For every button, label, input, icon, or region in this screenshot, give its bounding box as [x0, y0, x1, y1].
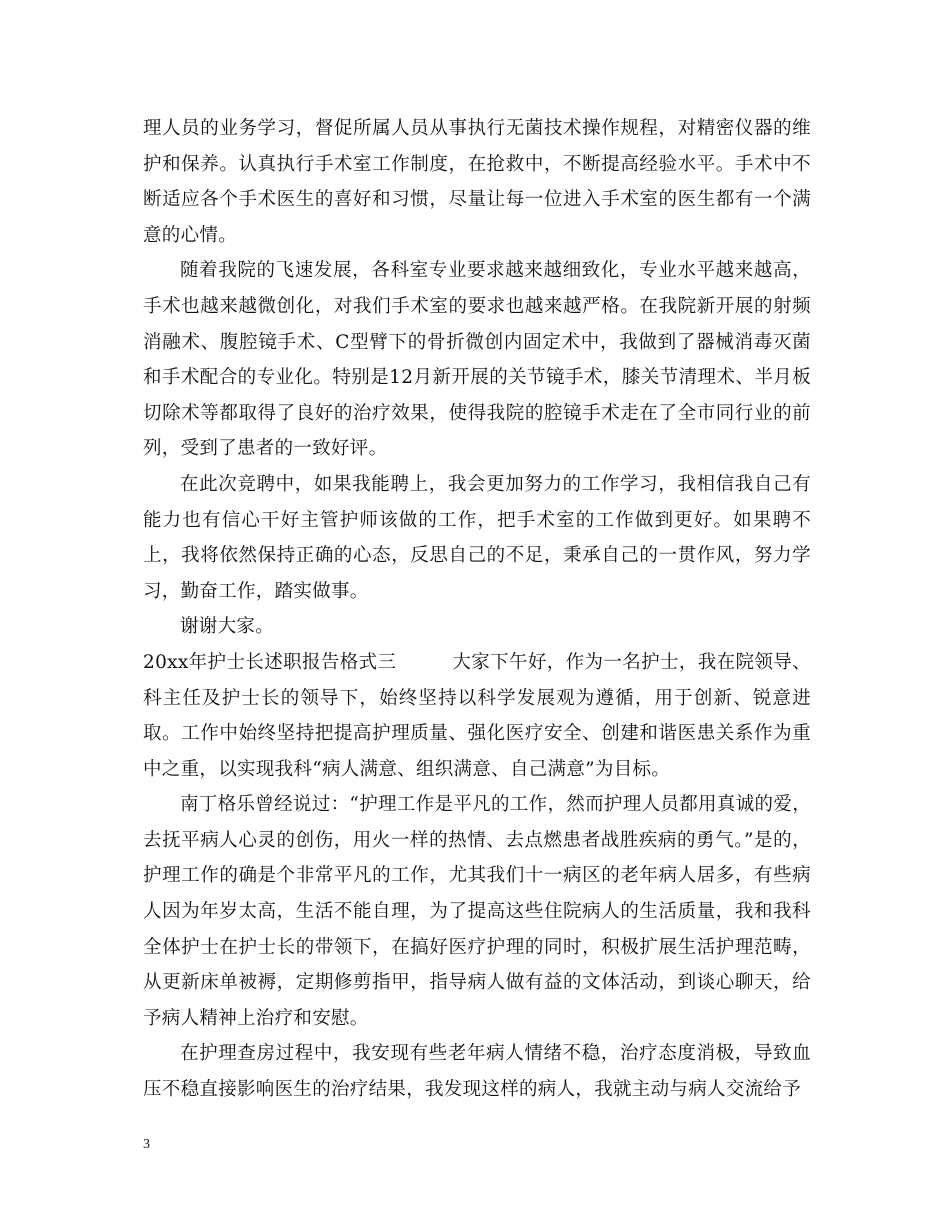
paragraph-3: 在此次竞聘中，如果我能聘上，我会更加努力的工作学习，我相信我自己有能力也有信心干好主管护师该做的工作，把手术室的工作做到更好。如果聘不上，我将依然保持正确的心态，反思自己的不足，秉承自己的一贯作风，努力学习，勤奋工作，踏实做事。	[143, 473, 811, 602]
paragraph-2: 随着我院的飞速发展，各科室专业要求越来越细致化，专业水平越来越高，手术也越来越微创化，对我们手术室的要求也越来越严格。在我院新开展的射频消融术、腹腔镜手术、C型臂下的骨折微创内固定术中，我做到了器械消毒灭菌和手术配合的专业化。特别是12月新开展的关节镜手术，膝关节清理术、半月板切除术等都取得了良好的治疗效果，使得我院的腔镜手术走在了全市同行业的前列，受到了患者的一致好评。	[143, 260, 811, 460]
paragraph-4: 谢谢大家。	[180, 616, 275, 638]
body-text	[143, 111, 811, 1108]
paragraph-6: 南丁格乐曾经说过：“护理工作是平凡的工作，然而护理人员都用真诚的爱，去抚平病人心灵的创伤，用火一样的热情、去点燃患者战胜疾病的勇气。”是的，护理工作的确是个非常平凡的工作，尤其我们十一病区的老年病人居多，有些病人因为年岁太高，生活不能自理，为了提高这些住院病人的生活质量，我和我科全体护士在护士长的带领下，在搞好医疗护理的同时，积极扩展生活护理范畴，从更新床单被褥，定期修剪指甲，指导病人做有益的文体活动，到谈心聊天，给予病人精神上治疗和安慰。	[143, 794, 811, 1029]
section-heading: 20xx年护士长述职报告格式三	[143, 651, 397, 673]
paragraph-7: 在护理查房过程中，我安现有些老年病人情绪不稳，治疗态度消极，导致血压不稳直接影响医生的治疗结果，我发现这样的病人，我就主动与病人交流给予	[143, 1043, 811, 1101]
paragraph-5	[143, 645, 811, 787]
page-number: 3	[143, 1137, 150, 1152]
paragraph-5-text: 大家下午好，作为一名护士，我在院领导、科主任及护士长的领导下，始终坚持以科学发展观为遵循，用于创新、锐意进取。工作中始终坚持把提高护理质量、强化医疗安全、创建和谐医患关系作为重中之重，以实现我科“病人满意、组织满意、自己满意”为目标。	[143, 651, 811, 780]
paragraph-1: 理人员的业务学习，督促所属人员从事执行无菌技术操作规程，对精密仪器的维护和保养。认真执行手术室工作制度，在抢救中，不断提高经验水平。手术中不断适应各个手术医生的喜好和习惯，尽量让每一位进入手术室的医生都有一个满意的心情。	[143, 118, 811, 246]
